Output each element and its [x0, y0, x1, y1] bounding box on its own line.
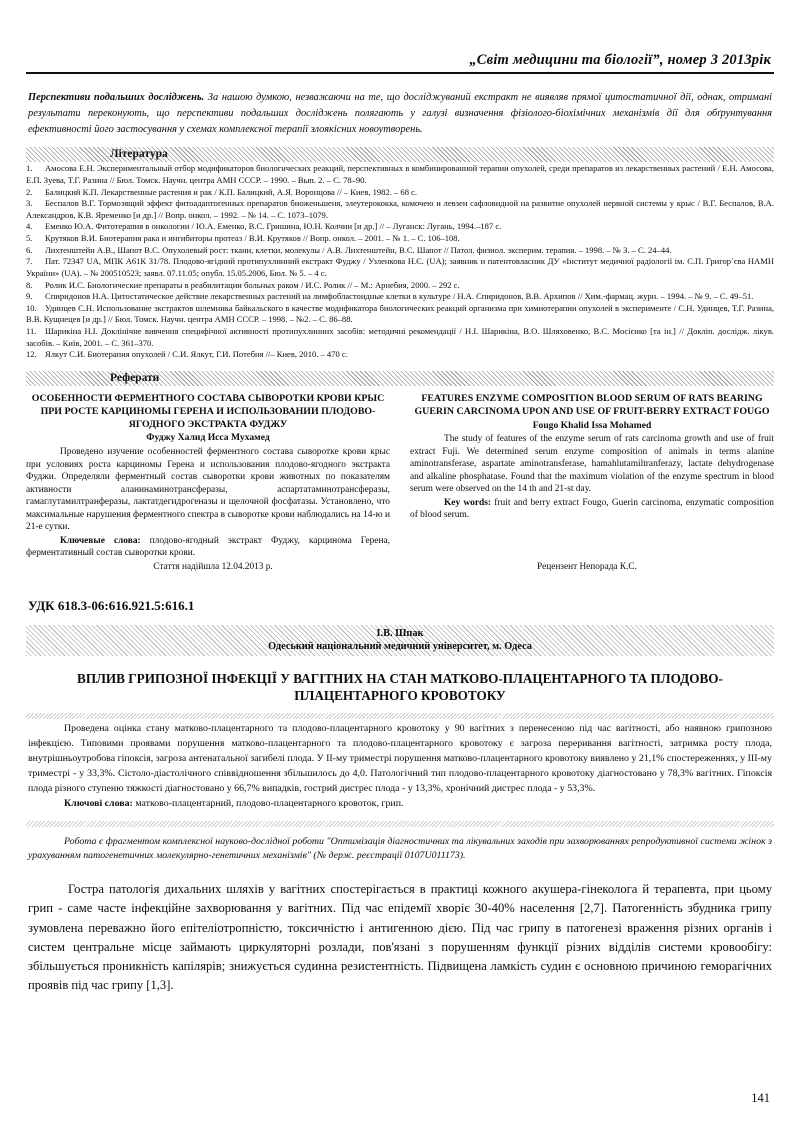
reference-number: 7.: [26, 256, 33, 267]
reference-number: 11.: [26, 325, 37, 336]
references-heading-bar: [26, 147, 774, 162]
references-list: [26, 163, 774, 360]
reviewer-name: Рецензент Непорада К.С.: [537, 561, 637, 572]
reference-item: [26, 256, 774, 279]
reference-number: 5.: [26, 233, 33, 244]
article-body: Гостра патологія дихальних шляхів у вагітних спостерігається в практиці кожного акушера-гінеколога й терапевта, при цьому грип - саме часте інфекційне захворювання у вагітних. Під час епідемії хворіє 30-40% населення [2,7]. Патогенність збудника грипу зумовлена переважно його епітеліотропністю, токсичністю і антигенною дією. Під час грипу в патогенезі враження різних органів і систем центральне місце займають циркуляторні розлади, пов'язані з порушенням функції різних відділів системи кровообігу: збільшується проникність капілярів; знижується судинна резистентність. Підвищена ламкість судин є основною причиною геморагічних проявів під час грипу [1,3].: [28, 882, 772, 992]
reference-text: Пат. 72347 UA, МПК А61К 31/78. Плодово-ягідний протипухлинний екстракт Фуджу / Узленкова Н.Є. (UA); заявник и патентовласник ДУ «Інститут медичної радіології ім. С.П. Григор`єва НАМН України» (UA). – № 200510523; заявл. 07.11.05; опубл. 15.05.2006, Бюл. № 5. – 4 с.: [26, 256, 774, 278]
references-heading-label: Література: [110, 148, 168, 161]
reference-number: 1.: [26, 163, 33, 174]
abstract-author: Fougo Khalid Issa Mohamed: [532, 419, 652, 431]
article-affiliation: Одеський національний медичний університет, м. Одеса: [268, 641, 532, 653]
reference-number: 2.: [26, 186, 33, 197]
reference-number: 6.: [26, 244, 33, 255]
abstracts-heading-label: Реферати: [110, 371, 160, 384]
reference-item: [26, 349, 774, 361]
article-keywords-label: Ключові слова:: [64, 797, 133, 809]
abstract-keywords: [26, 535, 390, 560]
page-number: 141: [751, 1091, 770, 1105]
article-author: І.В. Шпак: [376, 627, 424, 639]
abstracts-columns: [26, 393, 774, 560]
reference-number: 8.: [26, 279, 33, 290]
abstract-keywords: [410, 497, 774, 522]
article-keywords: [26, 797, 774, 812]
reference-item: [26, 245, 774, 257]
abstract-keywords-label: Key words:: [444, 497, 492, 508]
submission-date: Стаття надійшла 12.04.2013 р.: [153, 561, 273, 572]
reference-text: Удинцев С.Н. Использование экстрактов шлемника байкальского в качестве модификатора биологических реакций организма при химиотерапии опухолей в эксперименте / С.Н. Удинцев, Т.Г. Разина, В.В. Кущнецев [и др.] // Бюл. Томск. Научн. центра АМН СССР. – 1998. – №2. – С. 86–88.: [26, 302, 774, 325]
reference-number: 12.: [26, 349, 37, 360]
running-head: „Світ медицини та біології”, номер 3 2013рік: [469, 52, 771, 68]
reference-text: Беспалов В.Г. Тормозящий эффект фитоадаптогенных препаратов биоженьшеня, элеутерококка, комочею и левзеи сафловидной на развитие опухолей нервной системы у крыс / В.Г. Беспалов, В.А. Александров, К.В. Яременко [и др.] // Вопр. онкол. – 1992. – № 14. – С. 1073–1079.: [26, 198, 774, 220]
article-title: ВПЛИВ ГРИПОЗНОЇ ІНФЕКЦІЇ У ВАГІТНИХ НА СТАН МАТКОВО-ПЛАЦЕНТАРНОГО ТА ПЛОДОВО-ПЛАЦЕНТАРНОГО КРОВОТОКУ: [77, 671, 723, 703]
reference-number: 9.: [26, 291, 33, 302]
reference-item: [26, 233, 774, 245]
reference-text: Лихтенштейн А.В., Шапот В.С. Опухолевый рост: ткани, клетки, молекулы / А.В. Лихтенштейн, В.С. Шапот // Патол. физиол. эксперим. терапия. – 1998. – № 3. – С. 24–44.: [45, 244, 672, 255]
reference-text: Спиридонов Н.А. Цитостатическое действие лекарственных растений на лимфобластоидные клетки в культуре / Н.А. Спиридонов, В.В. Архипов // Хим.-фармац. журн. – 1994. – № 9. – С. 49–51.: [45, 291, 754, 302]
reference-number: 10.: [26, 302, 37, 313]
reference-item: [26, 198, 774, 221]
abstracts-heading-bar: [26, 371, 774, 386]
reference-item: [26, 303, 774, 326]
reference-text: Ялкут С.И. Биотерапия опухолей / С.И. Ялкут, Г.И. Потебня //– Киев, 2010. – 470 с.: [45, 349, 348, 360]
reference-item: [26, 221, 774, 233]
article-author-bar: [26, 625, 774, 657]
reference-number: 4.: [26, 221, 33, 232]
reference-text: Амосова Е.Н. Экспериментальный отбор модификаторов биологических реакций, перспективных в комбинированной терапии опухолей, среди препаратов из лекарственных растений / Е.Н. Амосова, Е.П. Зуева, Т.Г. Разина // Бюл. Томск. Научн. центра АМН СССР. – 1990. – Вып. 2. – С. 78–90.: [26, 163, 774, 186]
abstract-keywords-text: плодово-ягодный экстракт Фуджу, карцинома Герена, ферментативный состав сыворотки крови.: [26, 535, 390, 559]
reference-text: Еменко Ю.А. Фитотерапия в онкологии / Ю.А. Еменко, В.С. Гришина, Ю.Н. Колчии [и др.] // – Луганск: Лугань, 1994.–187 с.: [45, 221, 502, 232]
reference-item: [26, 280, 774, 292]
reference-text: Ролик И.С. Биологические препараты в реабилитации больных раком / И.С. Ролик // – М.: Арнебия, 2000. – 292 с.: [45, 279, 460, 290]
reference-item: [26, 326, 774, 349]
reference-text: Балицкий К.П. Лекарственные растения и рак / К.П. Балицкий, А.Я. Воронцова // – Киев, 1982. – 68 с.: [45, 186, 418, 197]
abstract-english: [410, 393, 774, 560]
grant-note: Робота є фрагментом комплексної науково-дослідної роботи "Оптимізація діагностичних та лікувальних заходів при захворюваннях репродуктивної системи жінок з урахуванням патогенетичних молекулярно-генетичних механізмів" (№ держ. реєстрації 0107U011173).: [28, 835, 772, 862]
perspectives-text: За нашою думкою, незважаючи на те, що досліджуваний екстракт не виявляв прямої цитостатичної дії, однак, отримані результати переконують, що перспективи подальших досліджень полягають у галузі визначення фізіолого-біохімічних механізмів дії для обґрунтування ефективності його застосування у схемах комплексної терапії злоякісних новоутворень.: [28, 92, 773, 135]
abstract-russian: [26, 393, 390, 560]
reference-text: Шарикіна Н.І. Доклінічне вивчення специфічної активності протипухлинних засобів: методичні рекомендації / Н.І. Шарикіна, В.О. Шляховенко, В.С. Мосієнко [та ін.] // Докліn. дослідж. лікув. засобів. – Київ, 2001. – С. 361–370.: [26, 325, 774, 348]
abstract-keywords-text: fruit and berry extract Fougo, Guerin carcinoma, enzymatic composition of blood serum.: [410, 497, 774, 521]
abstract-footer: [26, 562, 774, 572]
udk-code: УДК 618.3-06:616.921.5:616.1: [28, 597, 195, 613]
abstract-body: Проведено изучение особенностей ферментного состава сыворотке крови крыс при условиях роста карциномы Герена и использования плодово-ягодного экстракта Фуджи. Определяли ферментный состав сыворотки крови животных по показателям активности аланинаминотрансферазы, аспартатаминотрансферазы, гамаглутамилтранферазы, лактатдегидрогеназы и щелочной фосфатазы. Установлено, что максимальные нарушения ферментного спектра в сыворотке крови наблюдались на 14-ю и 21-е сутки.: [26, 447, 390, 533]
abstract-title: ОСОБЕННОСТИ ФЕРМЕНТНОГО СОСТАВА СЫВОРОТКИ КРОВИ КРЫС ПРИ РОСТЕ КАРЦИНОМЫ ГЕРЕНА И ИСПОЛЬЗОВАНИИ ПЛОДОВО-ЯГОДНОГО ЭКСТРАКТА ФУДЖУ: [31, 392, 385, 430]
reference-item: [26, 291, 774, 303]
perspectives-paragraph: [26, 90, 774, 137]
abstract-author: Фуджу Халид Исса Мухамед: [146, 432, 270, 444]
reference-item: [26, 163, 774, 186]
wave-divider-bottom: [26, 821, 774, 827]
article-keywords-text: матково-плацентарний, плодово-плацентарного кровоток, грип.: [132, 797, 404, 809]
abstract-body: The study of features of the enzyme serum of rats carcinoma growth and use of fruit extract Fuji. We determined serum enzyme composition of animals in terms alanine aminotransferase, aspartate aminotransferase, hamahlutamiltranferazy, lactate dehydrogenase and alkaline phosphatase. Found that the maximum violation of the enzyme spectrum in blood serum were observed on the 14 th and 21-st day.: [410, 434, 774, 495]
article-abstract: Проведена оцінка стану матково-плацентарного та плодово-плацентарного кровотоку у 90 вагітних з перенесеною під час вагітності, або наявною грипозною інфекцією. Типовими проявами порушення матково-плацентарного та плодово-плацентарного кровотоку є загроза переривання вагітності, затримка росту плода, внутрішньоутробова гіпоксія, загроза антенатальної загибелі плода. У ІІ-му триместрі порушення матково-плацентарного кровотоку виявлено у 21,1% спостереженнях, у ІІІ-му триместрі - у 33,3%. Сістоло-діастолічного співвідношення збільшилось до 4,0. Патологічний тип плодово-плацентарного кровотоку діагностовано у 78,3% вагітних. Гіпоксія плода різного ступеню тяжкості діагностовано у 66,7% випадків, гострий дистрес плода - у 13,3%, хронічний дистрес плода - у 53,3%.: [28, 723, 772, 794]
abstract-keywords-label: Ключевые слова:: [60, 535, 141, 546]
reference-number: 3.: [26, 198, 33, 209]
wave-divider-top: [26, 713, 774, 719]
reference-item: [26, 187, 774, 199]
perspectives-lead: Перспективи подальших досліджень.: [28, 92, 205, 103]
header-rule: [26, 72, 774, 74]
abstract-title: FEATURES ENZYME COMPOSITION BLOOD SERUM OF RATS BEARING GUERIN CARCINOMA UPON AND USE OF FRUIT-BERRY EXTRACT FOUGO: [414, 392, 770, 417]
reference-text: Крутяков В.И. Биотерапия рака и ингибиторы протеаз / В.И. Крутяков // Вопр. онкол. – 2001. – № 1. – С. 106–108.: [45, 233, 460, 244]
